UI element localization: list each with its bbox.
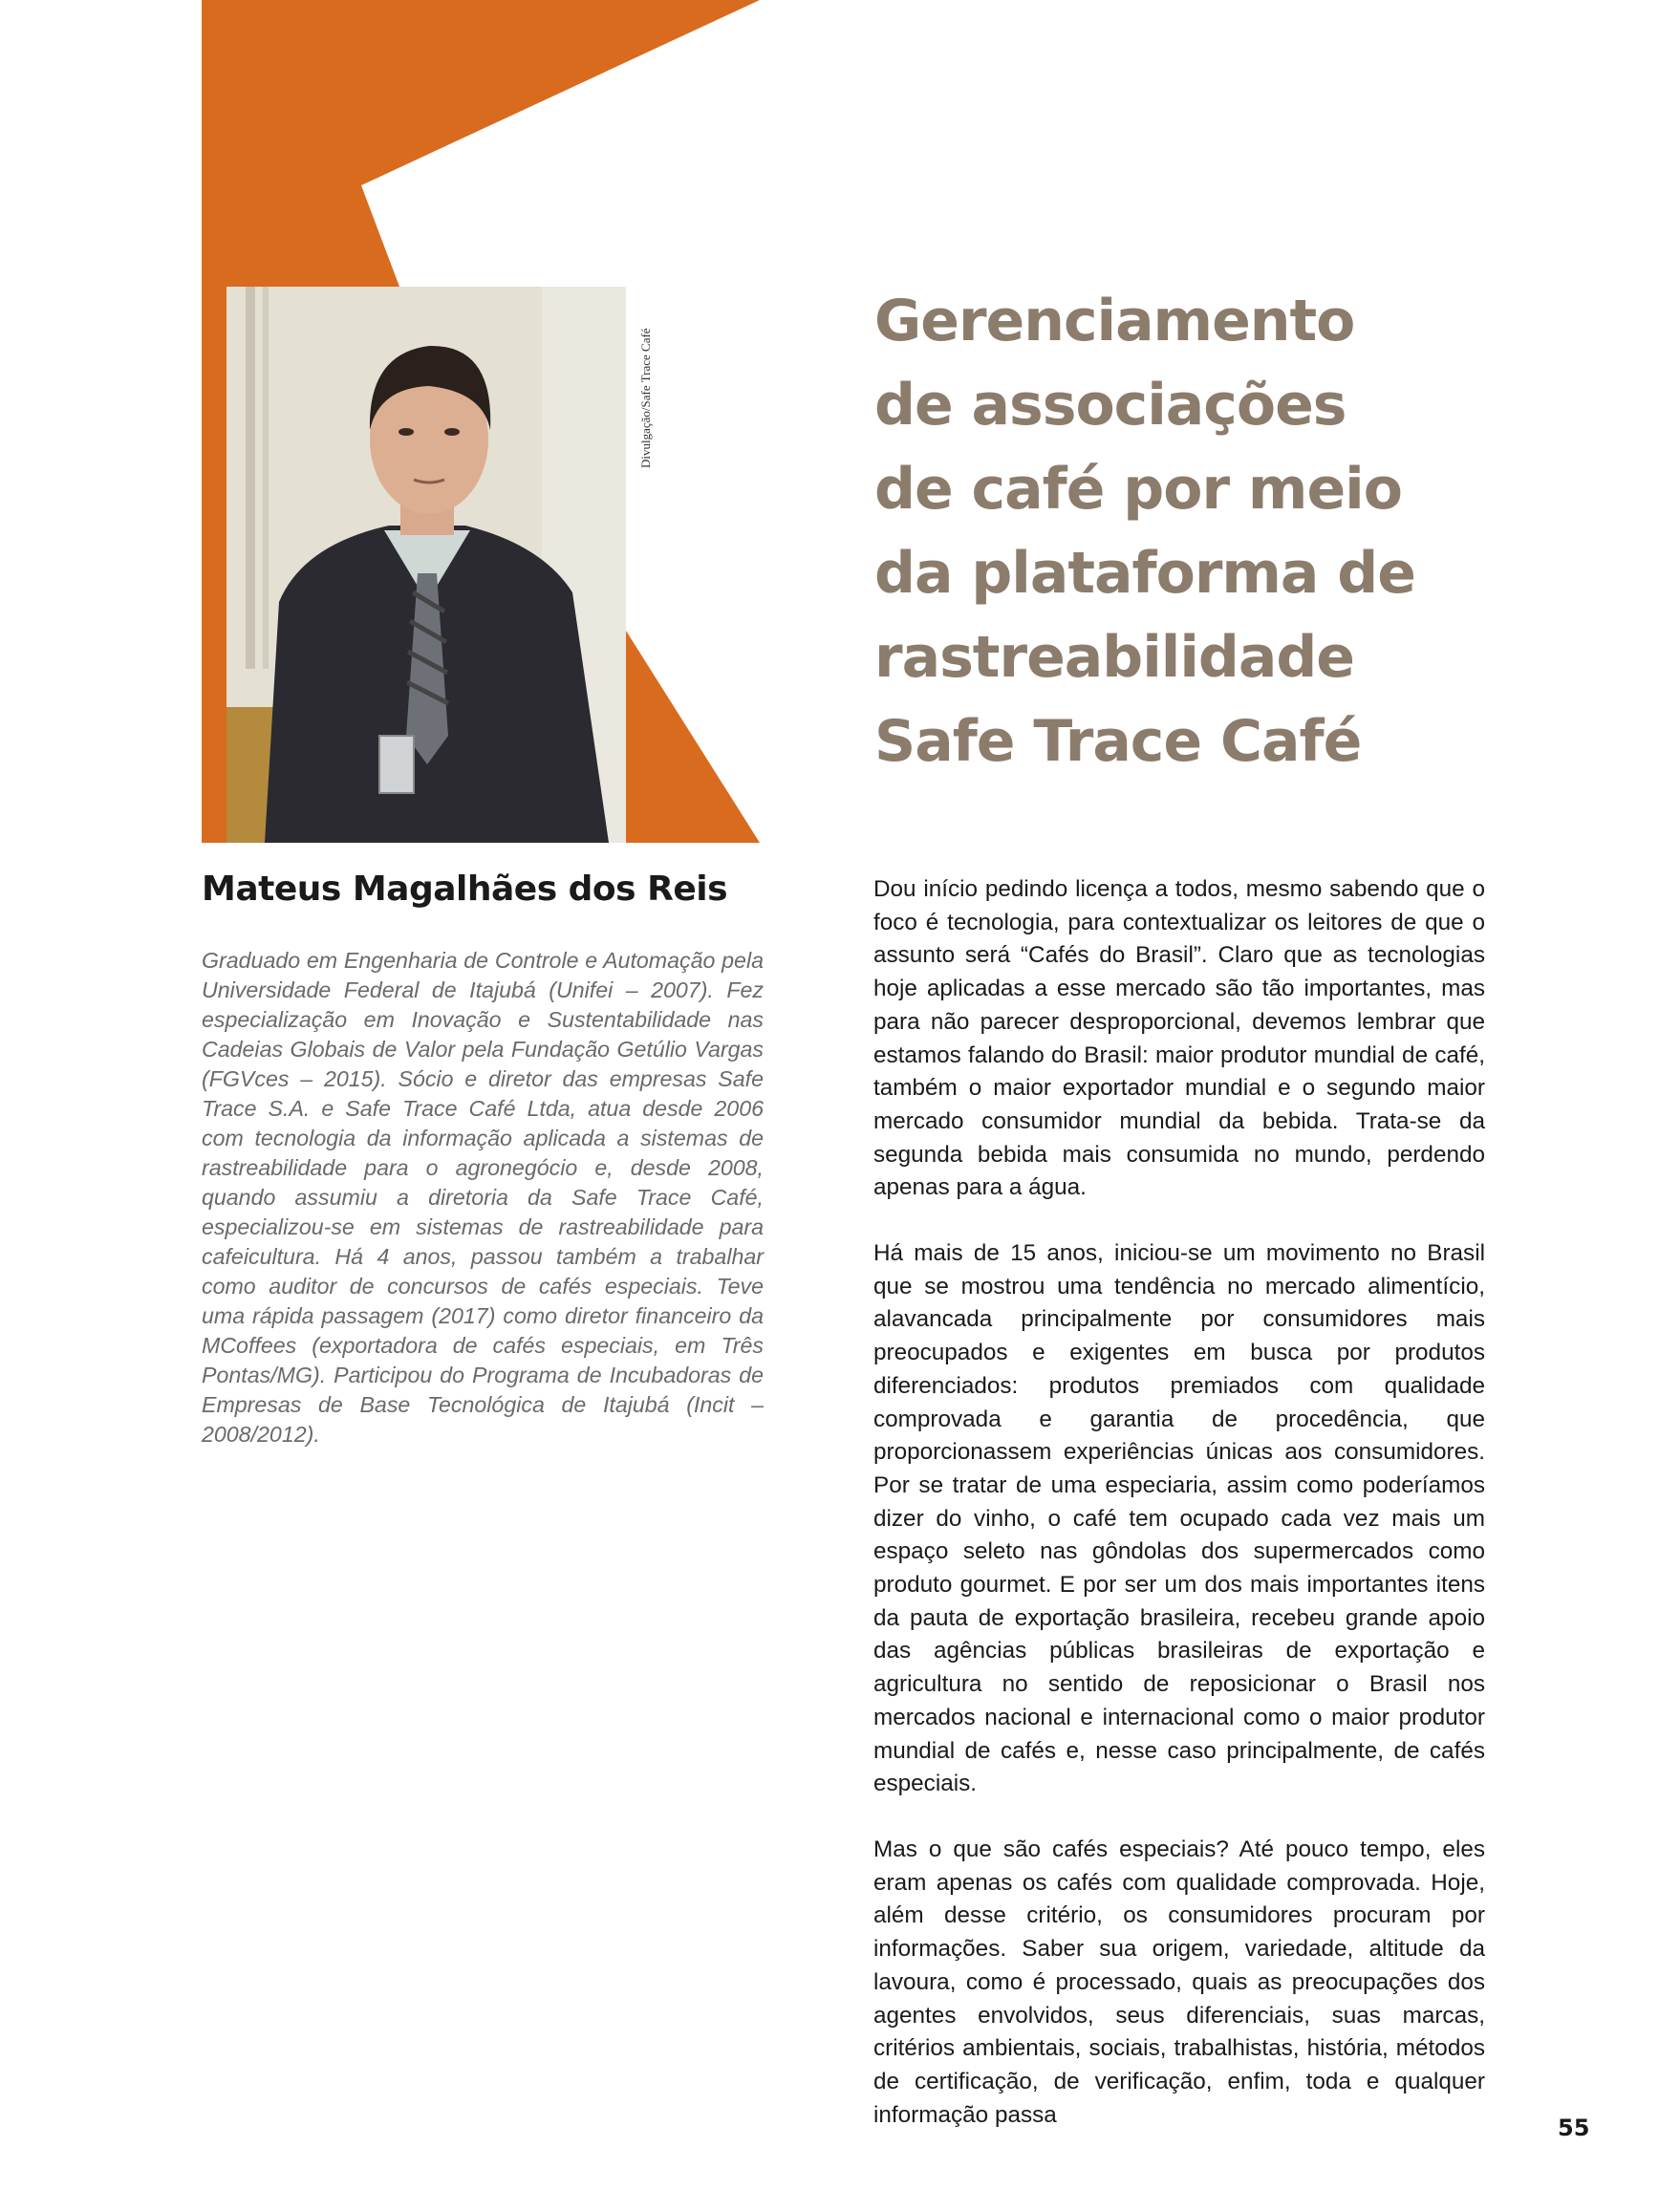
body-paragraph: Dou início pedindo licença a todos, mesmo sabendo que o foco é tecnologia, para contextualizar os leitores de que o assunto será “Cafés do Brasil”. Claro que as tecnologias hoje aplicadas a esse mercado são tão importantes, mas para não parecer desproporcional, devemos lembrar que estamos falando do Brasil: maior produtor mundial de café, também o maior exportador mundial e o segundo maior mercado consumidor mundial da bebida. Trata-se da segunda bebida mais consumida no mundo, perdendo apenas para a água. [873, 876, 1485, 1201]
author-bio: Graduado em Engenharia de Controle e Automação pela Universidade Federal de Itajubá (Unifei – 2007). Fez especialização em Inovação e Sustentabilidade nas Cadeias Globais de Valor pela Fundação Getúlio Vargas (FGVces – 2015). Sócio e diretor das empresas Safe Trace S.A. e Safe Trace Café Ltda, atua desde 2006 com tecnologia da informação aplicada a sistemas de rastreabilidade para o agronegócio e, desde 2008, quando assumiu a diretoria da Safe Trace Café, especializou-se em sistemas de rastreabilidade para cafeicultura. Há 4 anos, passou também a trabalhar como auditor de concursos de cafés especiais. Teve uma rápida passagem (2017) como diretor financeiro da MCoffees (exportadora de cafés especiais, em Três Pontas/MG). Participou do Programa de Incubadoras de Empresas de Base Tecnológica de Itajubá (Incit – 2008/2012). [202, 948, 764, 1447]
title-line: Gerenciamento [874, 288, 1355, 354]
photo-credit: Divulgação/Safe Trace Café [638, 328, 653, 468]
title-line: de café por meio [874, 456, 1402, 523]
article-body [873, 873, 1485, 2164]
page-number: 55 [1558, 2115, 1590, 2141]
body-paragraph: Há mais de 15 anos, iniciou-se um movimento no Brasil que se mostrou uma tendência no mercado alimentício, alavancada principalmente por consumidores mais preocupados e exigentes em busca por produtos diferenciados: produtos premiados com qualidade comprovada e garantia de procedência, que proporcionassem experiências únicas aos consumidores. Por se tratar de uma especiaria, assim como poderíamos dizer do vinho, o café tem ocupado cada vez mais um espaço seleto nas gôndolas dos supermercados como produto gourmet. E por ser um dos mais importantes itens da pauta de exportação brasileira, recebeu grande apoio das agências públicas brasileiras de exportação e agricultura no sentido de reposicionar o Brasil nos mercados nacional e internacional como o maior produtor mundial de cafés e, nesse caso principalmente, de cafés especiais. [873, 1240, 1485, 1797]
author-photo [226, 287, 626, 843]
orange-photo-frame [202, 287, 226, 843]
body-paragraph: Mas o que são cafés especiais? Até pouco tempo, eles eram apenas os cafés com qualidade comprovada. Hoje, além desse critério, os consumidores procuram por informações. Saber sua origem, variedade, altitude da lavoura, como é processado, quais as preocupações dos agentes envolvidos, seus diferenciais, suas marcas, critérios ambientais, sociais, trabalhistas, história, métodos de certificação, de verificação, enfim, toda e qualquer informação passa [873, 1836, 1485, 2128]
orange-banner-shape [202, 0, 760, 287]
title-line: da plataforma de [874, 540, 1415, 607]
orange-triangle-shape [626, 631, 760, 843]
title-line: de associações [874, 372, 1347, 439]
article-title [874, 279, 1415, 784]
author-name: Mateus Magalhães dos Reis [202, 870, 728, 909]
title-line: Safe Trace Café [874, 708, 1362, 775]
title-line: rastreabilidade [874, 624, 1354, 691]
